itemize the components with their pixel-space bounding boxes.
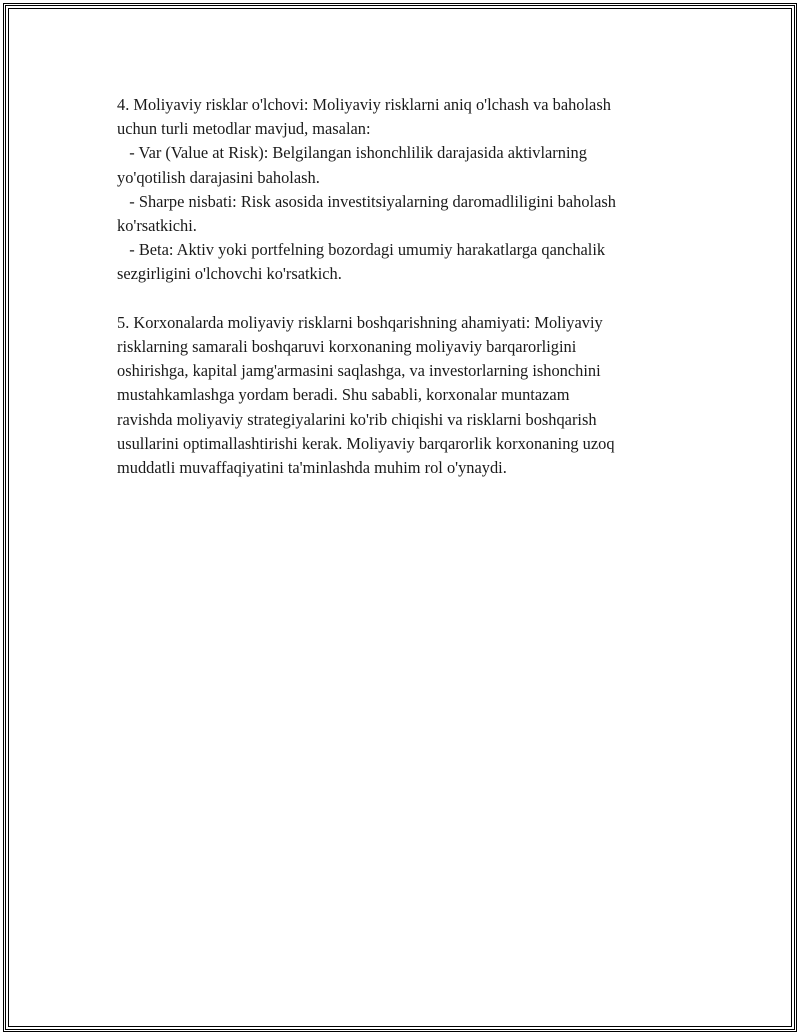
text-line: ravishda moliyaviy strategiyalarini ko'rib chiqishi va risklarni boshqarish	[117, 409, 597, 429]
text-line: uchun turli metodlar mavjud, masalan:	[117, 119, 371, 139]
text-line: usullarini optimallashtirishi kerak. Moliyaviy barqarorlik korxonaning uzoq	[117, 433, 615, 453]
text-line: 4. Moliyaviy risklar o'lchovi: Moliyaviy risklarni aniq o'lchash va baholash	[117, 95, 611, 114]
list-item-var: - Var (Value at Risk): Belgilangan ishonchlilik darajasida aktivlarning	[117, 143, 587, 163]
text-line: oshirishga, kapital jamg'armasini saqlashga, va investorlarning ishonchini	[117, 361, 601, 381]
section-4-risk-measurement	[117, 93, 697, 287]
text-line: risklarning samarali boshqaruvi korxonaning moliyaviy barqarorligini	[117, 337, 577, 357]
text-line: sezgirligini o'lchovchi ko'rsatkich.	[117, 264, 342, 284]
text-line: muddatli muvaffaqiyatini ta'minlashda muhim rol o'ynaydi.	[117, 458, 507, 478]
document-body	[117, 93, 697, 480]
paragraph-gap	[117, 287, 697, 311]
text-line: 5. Korxonalarda moliyaviy risklarni boshqarishning ahamiyati: Moliyaviy	[117, 312, 603, 332]
list-item-beta: - Beta: Aktiv yoki portfelning bozordagi umumiy harakatlarga qanchalik	[117, 240, 606, 260]
text-line: mustahkamlashga yordam beradi. Shu sababli, korxonalar muntazam	[117, 385, 570, 405]
text-line: yo'qotilish darajasini baholash.	[117, 167, 320, 187]
list-item-sharpe: - Sharpe nisbati: Risk asosida investitsiyalarning daromadliligini baholash	[117, 191, 616, 211]
section-5-risk-management-importance	[117, 311, 697, 480]
text-line: ko'rsatkichi.	[117, 216, 197, 236]
